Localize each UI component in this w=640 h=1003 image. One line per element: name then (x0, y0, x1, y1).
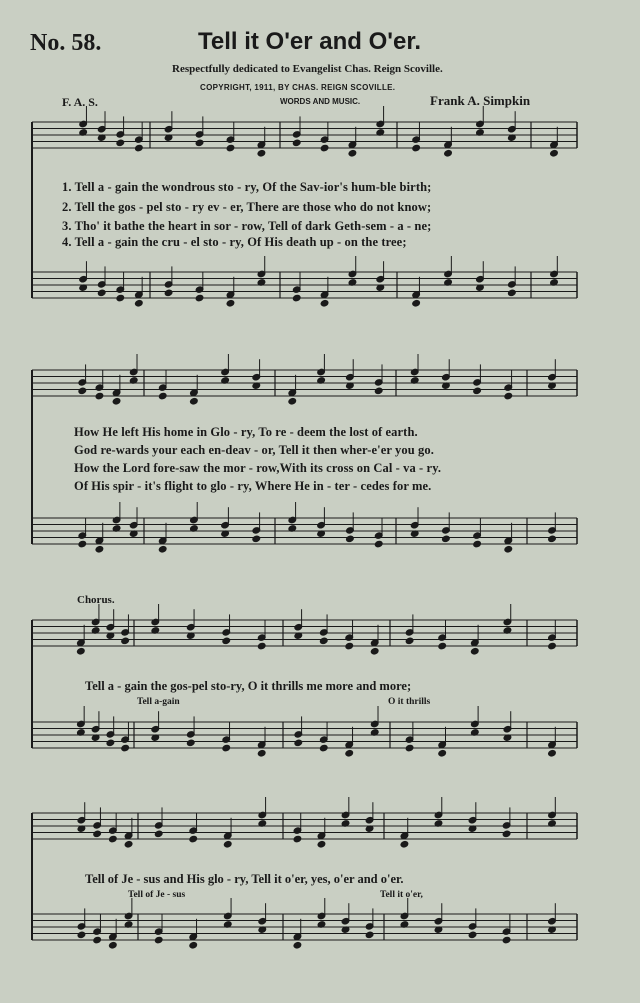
note-head (365, 931, 374, 939)
verse-4-line-a: 4. Tell a - gain the cru - el sto - ry, Of His death up - on the tree; (62, 235, 407, 249)
note-head (189, 835, 198, 843)
note-head (293, 941, 302, 949)
note-head (78, 540, 87, 548)
note-head (348, 149, 357, 157)
note-head (190, 397, 199, 405)
verse-1-line-a: 1. Tell a - gain the wondrous sto - ry, Of the Sav-ior's hum-ble birth; (62, 180, 432, 194)
note-head (223, 840, 232, 848)
note-head (471, 647, 480, 655)
note-head (438, 642, 447, 650)
note-head (226, 144, 235, 152)
note-head (97, 289, 106, 297)
note-head (109, 941, 118, 949)
chorus-label: Chorus. (77, 594, 115, 606)
note-head (121, 744, 130, 752)
note-head (186, 739, 195, 747)
copyright-notice: COPYRIGHT, 1911, BY CHAS. REIGN SCOVILLE. (200, 83, 396, 92)
note-head (93, 936, 102, 944)
composer-name: Frank A. Simpkin (430, 93, 531, 108)
verse-2-line-b: God re-wards your each en-deav - or, Tell it then wher-e'er you go. (74, 443, 434, 457)
note-head (293, 835, 302, 843)
note-head (504, 392, 513, 400)
note-head (226, 299, 235, 307)
note-head (346, 535, 355, 543)
verse-4-line-b: Of His spir - it's flight to glo - ry, Where He in - ter - cedes for me. (74, 479, 432, 493)
note-head (195, 294, 204, 302)
note-head (438, 749, 447, 757)
note-head (400, 840, 409, 848)
note-head (95, 545, 104, 553)
verse-3-line-b: How the Lord fore-saw the mor - row,With its cross on Cal - va - ry. (74, 461, 442, 475)
note-head (292, 139, 301, 147)
note-head (158, 545, 167, 553)
note-head (135, 144, 144, 152)
note-head (370, 647, 379, 655)
hymn-number: No. 58. (30, 30, 102, 56)
note-head (109, 835, 118, 843)
note-head (345, 749, 354, 757)
note-head (317, 840, 326, 848)
note-head (154, 830, 163, 838)
note-head (158, 392, 167, 400)
note-head (502, 830, 511, 838)
note-head (550, 149, 559, 157)
note-head (121, 637, 130, 645)
chorus-line-2: Tell of Je - sus and His glo - ry, Tell it o'er, yes, o'er and o'er. (85, 872, 404, 886)
note-head (154, 936, 163, 944)
note-head (405, 637, 414, 645)
note-head (294, 739, 303, 747)
note-head (164, 289, 173, 297)
note-head (222, 637, 231, 645)
note-head (257, 642, 266, 650)
verse-3-line-a: 3. Tho' it bathe the heart in sor - row, Tell of dark Geth-sem - a - ne; (62, 219, 432, 233)
note-head (78, 387, 87, 395)
note-head (292, 294, 301, 302)
note-head (502, 936, 511, 944)
note-head (288, 397, 297, 405)
note-head (442, 535, 451, 543)
note-head (77, 647, 86, 655)
note-head (106, 739, 115, 747)
note-head (112, 397, 121, 405)
note-head (320, 299, 329, 307)
note-head (252, 535, 261, 543)
note-head (195, 139, 204, 147)
note-head (124, 840, 133, 848)
note-head (473, 387, 482, 395)
note-head (257, 149, 266, 157)
note-head (93, 830, 102, 838)
note-head (257, 749, 266, 757)
author-initials: F. A. S. (62, 95, 98, 109)
chorus-line-1-echo-a: Tell a-gain (137, 697, 180, 707)
note-head (319, 744, 328, 752)
note-head (222, 744, 231, 752)
chorus-line-1: Tell a - gain the gos-pel sto-ry, O it thrills me more and more; (85, 679, 412, 693)
note-head (95, 392, 104, 400)
note-head (504, 545, 513, 553)
note-head (548, 642, 557, 650)
note-head (189, 941, 198, 949)
words-music-credit: WORDS AND MUSIC. (280, 97, 361, 106)
chorus-line-1-echo-b: O it thrills (388, 697, 431, 707)
note-head (508, 289, 517, 297)
note-head (116, 139, 125, 147)
note-head (77, 931, 86, 939)
note-head (444, 149, 453, 157)
note-head (473, 540, 482, 548)
chorus-line-2-echo-b: Tell it o'er, (380, 890, 423, 900)
chorus-line-2-echo-a: Tell of Je - sus (128, 890, 186, 900)
note-head (374, 387, 383, 395)
verse-2-line-a: 2. Tell the gos - pel sto - ry ev - er, There are those who do not know; (62, 200, 432, 214)
hymn-title: Tell it O'er and O'er. (198, 28, 422, 55)
note-head (468, 931, 477, 939)
note-head (135, 299, 144, 307)
note-head (320, 144, 329, 152)
note-head (374, 540, 383, 548)
note-head (548, 749, 557, 757)
note-head (405, 744, 414, 752)
note-head (412, 299, 421, 307)
note-head (345, 642, 354, 650)
note-head (116, 294, 125, 302)
verse-1-line-b: How He left His home in Glo - ry, To re - deem the lost of earth. (74, 425, 418, 439)
dedication: Respectfully dedicated to Evangelist Chas. Reign Scoville. (172, 63, 443, 75)
note-head (319, 637, 328, 645)
note-head (412, 144, 421, 152)
note-head (548, 535, 557, 543)
